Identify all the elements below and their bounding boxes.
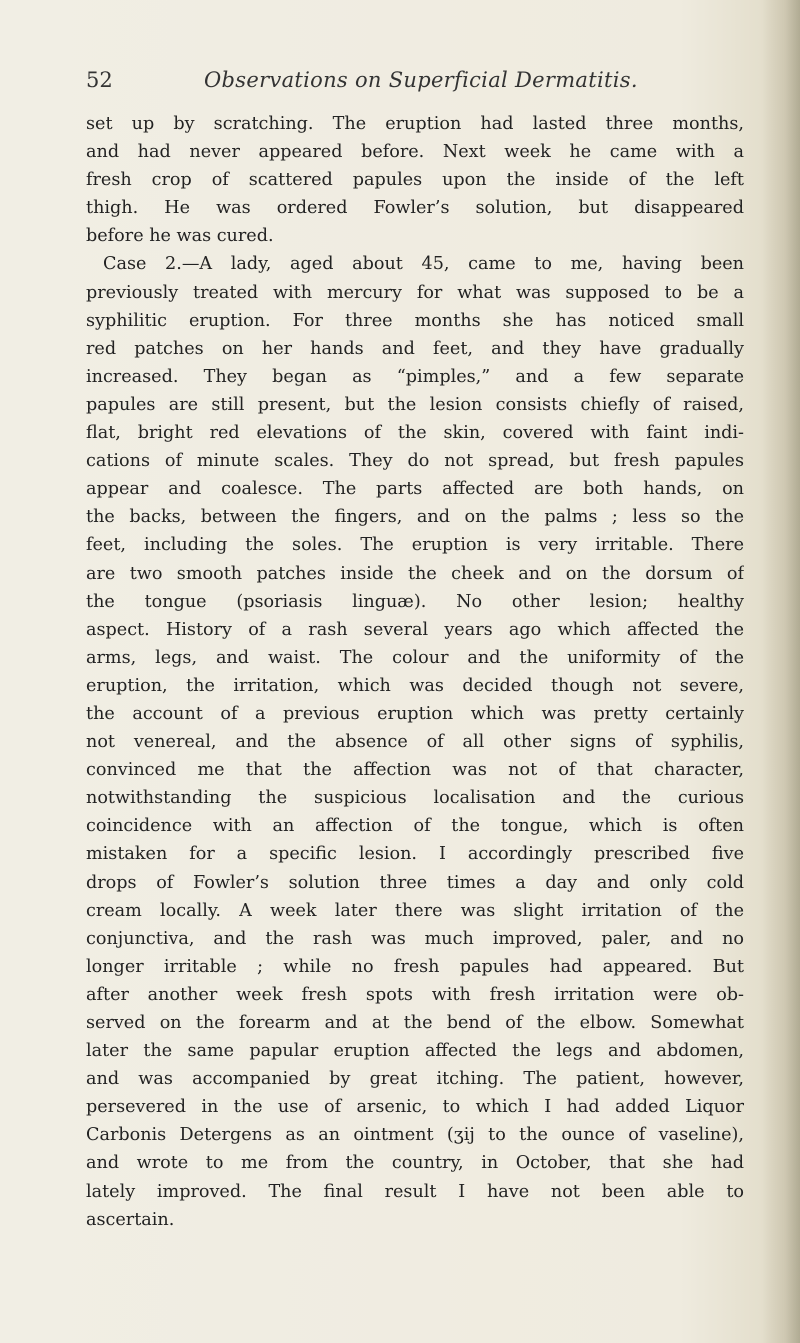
text-line: lately improved. The final result I have not been able to bbox=[86, 1181, 744, 1202]
text-line: after another week fresh spots with fresh irritation were ob- bbox=[86, 984, 744, 1005]
text-line: feet, including the soles. The eruption is very irritable. There bbox=[86, 535, 744, 556]
text-line: before he was cured. bbox=[86, 226, 274, 247]
text-line: persevered in the use of arsenic, to which I had added Liquor bbox=[86, 1097, 744, 1118]
body-text bbox=[86, 110, 744, 1234]
text-line: notwithstanding the suspicious localisation and the curious bbox=[86, 788, 744, 809]
page-number: 52 bbox=[86, 68, 113, 92]
text-line: not venereal, and the absence of all other signs of syphilis, bbox=[86, 732, 744, 753]
text-line: red patches on her hands and feet, and they have gradually bbox=[86, 338, 744, 359]
text-line: ascertain. bbox=[86, 1209, 175, 1230]
text-line: fresh crop of scattered papules upon the inside of the left bbox=[86, 170, 744, 191]
text-line: Carbonis Detergens as an ointment (ʒij to the ounce of vaseline), bbox=[86, 1125, 744, 1146]
page-header bbox=[86, 68, 758, 108]
text-line: and had never appeared before. Next week he came with a bbox=[86, 142, 744, 163]
text-line: arms, legs, and waist. The colour and the uniformity of the bbox=[86, 647, 744, 668]
text-line: mistaken for a specific lesion. I accordingly prescribed five bbox=[86, 844, 744, 865]
text-line: papules are still present, but the lesion consists chiefly of raised, bbox=[86, 394, 744, 415]
text-line: and wrote to me from the country, in October, that she had bbox=[86, 1153, 744, 1174]
text-line: the tongue (psoriasis linguæ). No other lesion; healthy bbox=[86, 591, 744, 612]
running-title: Observations on Superficial Dermatitis. bbox=[204, 68, 638, 92]
text-line: previously treated with mercury for what was supposed to be a bbox=[86, 282, 744, 303]
text-line: Case 2.—A lady, aged about 45, came to me, having been bbox=[103, 254, 744, 275]
text-line: and was accompanied by great itching. The patient, however, bbox=[86, 1069, 744, 1090]
text-line: cream locally. A week later there was slight irritation of the bbox=[86, 900, 744, 921]
page-edge-shadow bbox=[762, 0, 800, 1343]
text-line: thigh. He was ordered Fowler’s solution, but disappeared bbox=[86, 198, 744, 219]
text-line: drops of Fowler’s solution three times a day and only cold bbox=[86, 872, 744, 893]
text-line: set up by scratching. The eruption had lasted three months, bbox=[86, 114, 744, 134]
text-line: eruption, the irritation, which was decided though not severe, bbox=[86, 675, 744, 696]
text-line: cations of minute scales. They do not spread, but fresh papules bbox=[86, 451, 744, 472]
text-line: later the same papular eruption affected the legs and abdomen, bbox=[86, 1041, 744, 1062]
text-line: served on the forearm and at the bend of the elbow. Somewhat bbox=[86, 1013, 744, 1033]
text-line: conjunctiva, and the rash was much improved, paler, and no bbox=[86, 928, 744, 949]
text-line: appear and coalesce. The parts affected are both hands, on bbox=[86, 479, 744, 500]
text-line: coincidence with an affection of the tongue, which is often bbox=[86, 816, 744, 837]
text-line: longer irritable ; while no fresh papules had appeared. But bbox=[86, 956, 744, 977]
text-line: flat, bright red elevations of the skin, covered with faint indi- bbox=[86, 423, 744, 444]
text-line: the account of a previous eruption which was pretty certainly bbox=[86, 703, 744, 724]
text-line: aspect. History of a rash several years ago which affected the bbox=[86, 619, 744, 640]
text-line: the backs, between the fingers, and on the palms ; less so the bbox=[86, 507, 744, 528]
text-line: increased. They began as “pimples,” and a few separate bbox=[86, 366, 744, 387]
text-line: convinced me that the affection was not of that character, bbox=[86, 760, 744, 781]
text-line: are two smooth patches inside the cheek and on the dorsum of bbox=[86, 563, 744, 584]
text-line: syphilitic eruption. For three months she has noticed small bbox=[86, 310, 744, 331]
